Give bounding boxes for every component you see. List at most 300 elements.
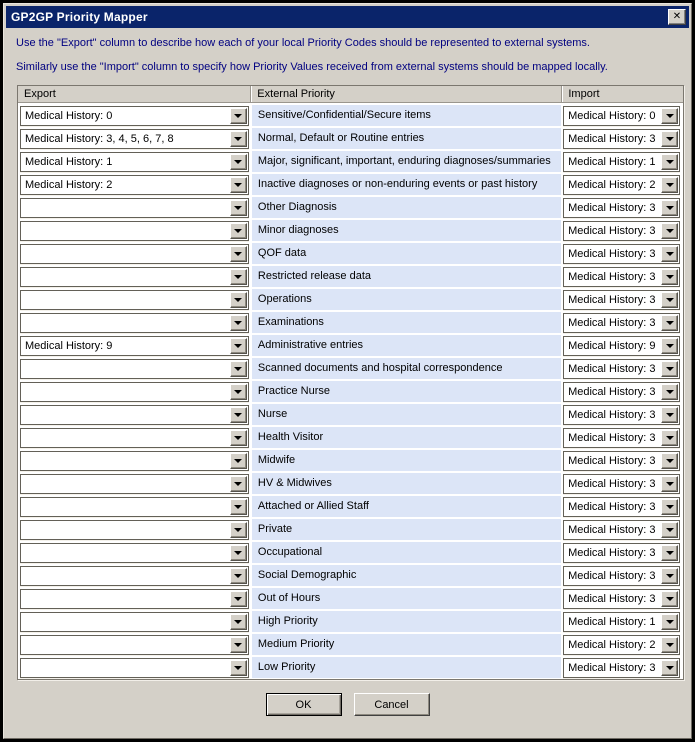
chevron-down-icon	[666, 114, 674, 118]
import-priority-select[interactable]	[563, 198, 680, 218]
export-dropdown-button[interactable]	[230, 223, 247, 239]
external-priority-text: Occupational	[257, 546, 323, 558]
column-header-external-priority: External Priority	[251, 86, 562, 102]
export-cell	[18, 635, 250, 655]
export-cell	[18, 497, 250, 517]
export-dropdown-button[interactable]	[230, 499, 247, 515]
chevron-down-icon	[666, 643, 674, 647]
table-row	[18, 127, 683, 150]
export-dropdown-button[interactable]	[230, 476, 247, 492]
export-priority-select[interactable]	[20, 543, 249, 563]
chevron-down-icon	[666, 229, 674, 233]
import-priority-select[interactable]	[563, 474, 680, 494]
import-cell	[563, 589, 683, 609]
external-priority-label	[252, 220, 561, 241]
import-priority-select[interactable]	[563, 405, 680, 425]
import-cell	[563, 198, 683, 218]
import-priority-value: Medical History: 3	[568, 270, 656, 283]
external-priority-label	[252, 542, 561, 563]
chevron-down-icon	[234, 275, 242, 279]
import-dropdown-button[interactable]	[661, 315, 678, 331]
chevron-down-icon	[666, 482, 674, 486]
export-cell	[18, 451, 250, 471]
import-dropdown-button[interactable]	[661, 614, 678, 630]
import-cell	[563, 382, 683, 402]
table-row	[18, 104, 683, 127]
export-dropdown-button[interactable]	[230, 522, 247, 538]
table-row	[18, 495, 683, 518]
import-cell	[563, 635, 683, 655]
table-row	[18, 472, 683, 495]
import-dropdown-button[interactable]	[661, 522, 678, 538]
table-row	[18, 587, 683, 610]
external-priority-label	[252, 496, 561, 517]
import-cell	[563, 658, 683, 678]
import-cell	[563, 451, 683, 471]
external-priority-text: Low Priority	[257, 661, 316, 673]
import-priority-select[interactable]	[563, 428, 680, 448]
chevron-down-icon	[666, 183, 674, 187]
import-priority-select[interactable]	[563, 382, 680, 402]
import-priority-value: Medical History: 1	[568, 615, 656, 628]
export-cell	[18, 336, 250, 356]
import-priority-value: Medical History: 3	[568, 569, 656, 582]
export-priority-select[interactable]	[20, 244, 249, 264]
export-dropdown-button[interactable]	[230, 361, 247, 377]
table-row	[18, 518, 683, 541]
import-priority-value: Medical History: 2	[568, 178, 656, 191]
chevron-down-icon	[666, 666, 674, 670]
export-cell	[18, 382, 250, 402]
export-dropdown-button[interactable]	[230, 315, 247, 331]
export-cell	[18, 129, 250, 149]
export-priority-value: Medical History: 2	[25, 178, 113, 191]
import-priority-value: Medical History: 3	[568, 316, 656, 329]
import-dropdown-button[interactable]	[661, 407, 678, 423]
export-priority-select[interactable]	[20, 221, 249, 241]
import-dropdown-button[interactable]	[661, 545, 678, 561]
external-priority-text: Scanned documents and hospital correspondence	[257, 362, 503, 374]
import-priority-select[interactable]	[563, 221, 680, 241]
import-dropdown-button[interactable]	[661, 246, 678, 262]
external-priority-text: Nurse	[257, 408, 288, 420]
import-cell	[563, 106, 683, 126]
external-priority-text: Other Diagnosis	[257, 201, 337, 213]
external-priority-text: Attached or Allied Staff	[257, 500, 369, 512]
import-cell	[563, 612, 683, 632]
table-row	[18, 265, 683, 288]
import-priority-select[interactable]	[563, 612, 680, 632]
chevron-down-icon	[666, 367, 674, 371]
table-row	[18, 380, 683, 403]
import-cell	[563, 221, 683, 241]
chevron-down-icon	[234, 137, 242, 141]
external-priority-text: Administrative entries	[257, 339, 364, 351]
external-priority-text: Minor diagnoses	[257, 224, 339, 236]
import-priority-value: Medical History: 3	[568, 385, 656, 398]
export-priority-value: Medical History: 3, 4, 5, 6, 7, 8	[25, 132, 174, 145]
chevron-down-icon	[666, 551, 674, 555]
import-cell	[563, 129, 683, 149]
chevron-down-icon	[234, 528, 242, 532]
chevron-down-icon	[234, 482, 242, 486]
import-dropdown-button[interactable]	[661, 338, 678, 354]
table-row	[18, 656, 683, 679]
import-cell	[563, 520, 683, 540]
export-priority-select[interactable]	[20, 405, 249, 425]
external-priority-label	[252, 358, 561, 379]
external-priority-text: High Priority	[257, 615, 318, 627]
chevron-down-icon	[234, 206, 242, 210]
import-dropdown-button[interactable]	[661, 568, 678, 584]
export-cell	[18, 566, 250, 586]
import-dropdown-button[interactable]	[661, 131, 678, 147]
export-dropdown-button[interactable]	[230, 614, 247, 630]
import-priority-select[interactable]	[563, 497, 680, 517]
export-priority-select[interactable]	[20, 612, 249, 632]
export-cell	[18, 244, 250, 264]
import-priority-value: Medical History: 9	[568, 339, 656, 352]
chevron-down-icon	[666, 390, 674, 394]
chevron-down-icon	[234, 413, 242, 417]
footer-buttons	[6, 693, 689, 716]
import-dropdown-button[interactable]	[661, 430, 678, 446]
import-dropdown-button[interactable]	[661, 591, 678, 607]
import-priority-value: Medical History: 3	[568, 201, 656, 214]
export-dropdown-button[interactable]	[230, 430, 247, 446]
external-priority-label	[252, 565, 561, 586]
external-priority-text: Inactive diagnoses or non-enduring events or past history	[257, 178, 538, 190]
import-priority-select[interactable]	[563, 290, 680, 310]
external-priority-text: Sensitive/Confidential/Secure items	[257, 109, 431, 121]
external-priority-label	[252, 381, 561, 402]
chevron-down-icon	[666, 137, 674, 141]
import-priority-select[interactable]	[563, 359, 680, 379]
export-dropdown-button[interactable]	[230, 545, 247, 561]
import-cell	[563, 497, 683, 517]
table-row	[18, 311, 683, 334]
import-dropdown-button[interactable]	[661, 154, 678, 170]
column-header-export: Export	[18, 86, 251, 102]
import-cell	[563, 359, 683, 379]
import-priority-select[interactable]	[563, 129, 680, 149]
table-row	[18, 426, 683, 449]
external-priority-text: Midwife	[257, 454, 296, 466]
export-cell	[18, 405, 250, 425]
export-dropdown-button[interactable]	[230, 131, 247, 147]
chevron-down-icon	[666, 459, 674, 463]
external-priority-text: Practice Nurse	[257, 385, 331, 397]
chevron-down-icon	[666, 620, 674, 624]
import-priority-select[interactable]	[563, 336, 680, 356]
export-dropdown-button[interactable]	[230, 591, 247, 607]
export-dropdown-button[interactable]	[230, 637, 247, 653]
external-priority-label	[252, 404, 561, 425]
column-header-import: Import	[568, 88, 600, 100]
chevron-down-icon	[234, 321, 242, 325]
external-priority-label	[252, 427, 561, 448]
external-priority-text: Examinations	[257, 316, 324, 328]
export-dropdown-button[interactable]	[230, 177, 247, 193]
import-dropdown-button[interactable]	[661, 292, 678, 308]
import-priority-select[interactable]	[563, 520, 680, 540]
export-priority-select[interactable]	[20, 451, 249, 471]
export-priority-select[interactable]	[20, 474, 249, 494]
import-dropdown-button[interactable]	[661, 108, 678, 124]
export-priority-select[interactable]	[20, 359, 249, 379]
close-icon: ✕	[672, 11, 682, 22]
export-dropdown-button[interactable]	[230, 568, 247, 584]
import-dropdown-button[interactable]	[661, 453, 678, 469]
import-cell	[563, 474, 683, 494]
external-priority-text: HV & Midwives	[257, 477, 332, 489]
export-dropdown-button[interactable]	[230, 292, 247, 308]
export-cell	[18, 520, 250, 540]
import-cell	[563, 267, 683, 287]
chevron-down-icon	[666, 413, 674, 417]
chevron-down-icon	[666, 321, 674, 325]
export-dropdown-button[interactable]	[230, 660, 247, 676]
export-cell	[18, 474, 250, 494]
table-row	[18, 196, 683, 219]
import-priority-value: Medical History: 3	[568, 661, 656, 674]
export-priority-select[interactable]	[20, 152, 249, 172]
export-cell	[18, 198, 250, 218]
import-priority-value: Medical History: 3	[568, 408, 656, 421]
external-priority-text: Operations	[257, 293, 312, 305]
export-cell	[18, 589, 250, 609]
chevron-down-icon	[666, 505, 674, 509]
import-priority-select[interactable]	[563, 566, 680, 586]
external-priority-label	[252, 634, 561, 655]
import-priority-select[interactable]	[563, 106, 680, 126]
chevron-down-icon	[666, 528, 674, 532]
export-priority-select[interactable]	[20, 520, 249, 540]
export-priority-select[interactable]	[20, 428, 249, 448]
chevron-down-icon	[234, 666, 242, 670]
external-priority-label	[252, 197, 561, 218]
import-cell	[563, 175, 683, 195]
export-priority-select[interactable]	[20, 589, 249, 609]
export-dropdown-button[interactable]	[230, 407, 247, 423]
export-priority-value: Medical History: 1	[25, 155, 113, 168]
title-bar[interactable]	[6, 6, 689, 28]
table-row	[18, 564, 683, 587]
export-priority-select[interactable]	[20, 336, 249, 356]
import-priority-select[interactable]	[563, 267, 680, 287]
export-priority-value: Medical History: 0	[25, 109, 113, 122]
external-priority-text: QOF data	[257, 247, 307, 259]
import-dropdown-button[interactable]	[661, 200, 678, 216]
export-cell	[18, 290, 250, 310]
external-priority-text: Major, significant, important, enduring diagnoses/summaries	[257, 155, 551, 167]
import-dropdown-button[interactable]	[661, 269, 678, 285]
export-priority-select[interactable]	[20, 198, 249, 218]
export-priority-select[interactable]	[20, 106, 249, 126]
external-priority-label	[252, 588, 561, 609]
table-row	[18, 173, 683, 196]
export-priority-select[interactable]	[20, 313, 249, 333]
export-priority-select[interactable]	[20, 635, 249, 655]
external-priority-label	[252, 657, 561, 678]
export-dropdown-button[interactable]	[230, 200, 247, 216]
table-header	[18, 86, 683, 103]
import-dropdown-button[interactable]	[661, 476, 678, 492]
table-row	[18, 449, 683, 472]
import-cell	[563, 336, 683, 356]
import-priority-value: Medical History: 1	[568, 155, 656, 168]
table-row	[18, 403, 683, 426]
import-priority-value: Medical History: 3	[568, 247, 656, 260]
chevron-down-icon	[234, 114, 242, 118]
import-priority-select[interactable]	[563, 635, 680, 655]
external-priority-label	[252, 519, 561, 540]
import-priority-value: Medical History: 3	[568, 431, 656, 444]
import-priority-select[interactable]	[563, 451, 680, 471]
export-dropdown-button[interactable]	[230, 108, 247, 124]
table-body	[18, 103, 683, 679]
chevron-down-icon	[234, 160, 242, 164]
cancel-button[interactable]: Cancel	[354, 693, 430, 716]
import-dropdown-button[interactable]	[661, 384, 678, 400]
external-priority-label	[252, 473, 561, 494]
table-row	[18, 288, 683, 311]
chevron-down-icon	[234, 459, 242, 463]
export-priority-select[interactable]	[20, 566, 249, 586]
chevron-down-icon	[234, 298, 242, 302]
export-cell	[18, 359, 250, 379]
export-dropdown-button[interactable]	[230, 269, 247, 285]
chevron-down-icon	[234, 344, 242, 348]
external-priority-label	[252, 128, 561, 149]
table-row	[18, 357, 683, 380]
chevron-down-icon	[234, 390, 242, 394]
chevron-down-icon	[234, 183, 242, 187]
import-priority-value: Medical History: 3	[568, 546, 656, 559]
chevron-down-icon	[666, 275, 674, 279]
export-priority-select[interactable]	[20, 382, 249, 402]
import-dropdown-button[interactable]	[661, 361, 678, 377]
chevron-down-icon	[234, 574, 242, 578]
export-priority-select[interactable]	[20, 658, 249, 678]
external-priority-text: Social Demographic	[257, 569, 357, 581]
export-priority-select[interactable]	[20, 290, 249, 310]
export-cell	[18, 658, 250, 678]
import-priority-value: Medical History: 3	[568, 454, 656, 467]
import-priority-value: Medical History: 3	[568, 224, 656, 237]
close-button[interactable]	[668, 9, 686, 25]
external-priority-label	[252, 174, 561, 195]
ok-button[interactable]: OK	[266, 693, 342, 716]
export-dropdown-button[interactable]	[230, 384, 247, 400]
export-dropdown-button[interactable]	[230, 338, 247, 354]
import-priority-select[interactable]	[563, 313, 680, 333]
import-cell	[563, 566, 683, 586]
import-priority-value: Medical History: 3	[568, 362, 656, 375]
chevron-down-icon	[234, 252, 242, 256]
external-priority-label	[252, 611, 561, 632]
import-priority-select[interactable]	[563, 658, 680, 678]
chevron-down-icon	[234, 229, 242, 233]
export-cell	[18, 428, 250, 448]
import-priority-value: Medical History: 3	[568, 132, 656, 145]
import-priority-value: Medical History: 3	[568, 592, 656, 605]
export-dropdown-button[interactable]	[230, 246, 247, 262]
export-cell	[18, 175, 250, 195]
import-dropdown-button[interactable]	[661, 177, 678, 193]
export-cell	[18, 106, 250, 126]
external-priority-text: Restricted release data	[257, 270, 372, 282]
table-row	[18, 242, 683, 265]
chevron-down-icon	[666, 344, 674, 348]
import-priority-select[interactable]	[563, 589, 680, 609]
chevron-down-icon	[234, 505, 242, 509]
import-dropdown-button[interactable]	[661, 660, 678, 676]
import-priority-select[interactable]	[563, 543, 680, 563]
import-priority-select[interactable]	[563, 175, 680, 195]
export-cell	[18, 152, 250, 172]
export-dropdown-button[interactable]	[230, 154, 247, 170]
instructions	[6, 28, 689, 73]
external-priority-label	[252, 450, 561, 471]
chevron-down-icon	[234, 620, 242, 624]
table-row	[18, 219, 683, 242]
table-row	[18, 633, 683, 656]
instruction-line-import: Similarly use the "Import" column to specify how Priority Values received from external systems should be mapped locally.	[16, 61, 608, 73]
export-priority-select[interactable]	[20, 129, 249, 149]
export-cell	[18, 221, 250, 241]
import-cell	[563, 290, 683, 310]
external-priority-label	[252, 151, 561, 172]
chevron-down-icon	[666, 436, 674, 440]
chevron-down-icon	[234, 551, 242, 555]
export-priority-select[interactable]	[20, 175, 249, 195]
external-priority-label	[252, 312, 561, 333]
table-row	[18, 541, 683, 564]
external-priority-label	[252, 289, 561, 310]
table-row	[18, 610, 683, 633]
import-priority-select[interactable]	[563, 152, 680, 172]
export-priority-select[interactable]	[20, 267, 249, 287]
import-dropdown-button[interactable]	[661, 637, 678, 653]
import-priority-value: Medical History: 3	[568, 477, 656, 490]
import-priority-select[interactable]	[563, 244, 680, 264]
external-priority-text: Medium Priority	[257, 638, 335, 650]
table-row	[18, 334, 683, 357]
import-priority-value: Medical History: 0	[568, 109, 656, 122]
dialog-frame	[3, 3, 692, 739]
table-row	[18, 150, 683, 173]
external-priority-text: Health Visitor	[257, 431, 324, 443]
window-title: GP2GP Priority Mapper	[11, 10, 148, 24]
priority-mapping-table	[17, 85, 684, 680]
export-priority-select[interactable]	[20, 497, 249, 517]
import-priority-value: Medical History: 3	[568, 500, 656, 513]
import-dropdown-button[interactable]	[661, 223, 678, 239]
instruction-line-export: Use the "Export" column to describe how each of your local Priority Codes should be represented to external systems.	[16, 37, 590, 49]
chevron-down-icon	[234, 367, 242, 371]
export-cell	[18, 612, 250, 632]
import-cell	[563, 543, 683, 563]
export-dropdown-button[interactable]	[230, 453, 247, 469]
import-cell	[563, 152, 683, 172]
import-cell	[563, 405, 683, 425]
external-priority-label	[252, 105, 561, 126]
external-priority-label	[252, 266, 561, 287]
import-dropdown-button[interactable]	[661, 499, 678, 515]
import-priority-value: Medical History: 2	[568, 638, 656, 651]
import-cell	[563, 313, 683, 333]
